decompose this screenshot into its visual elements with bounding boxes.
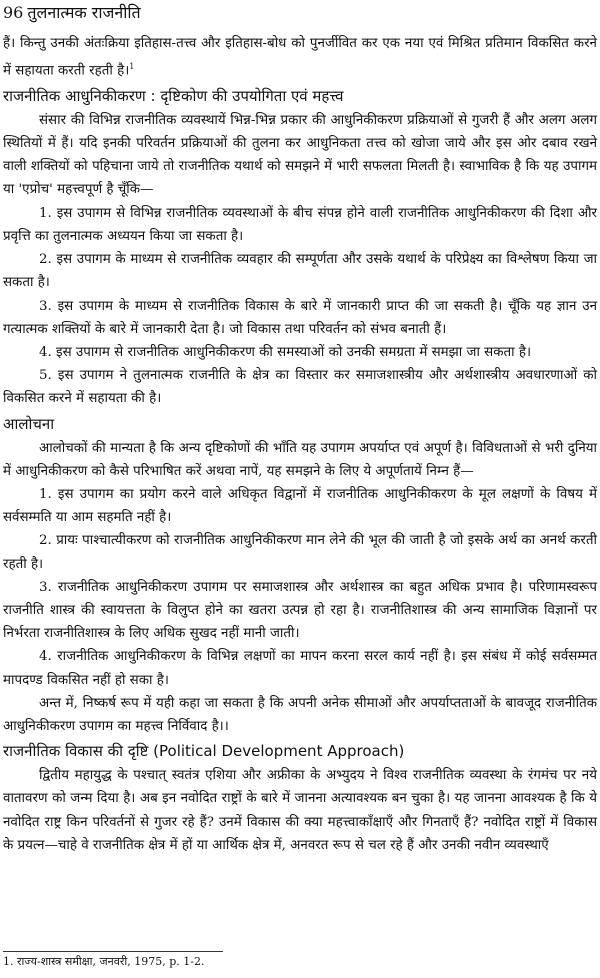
section-paragraph: संसार की विभिन्न राजनीतिक व्यवस्थायें भिन्न-भिन्न प्रकार की आधुनिकीकरण प्रक्रियाओं से गुजरी हैं और अलग अलग स्थितियों में हैं। यदि इनकी परिवर्तन प्रक्रियाओं की तुलना कर आधुनिकता तत्त्व को खोजा जाये और इस ओर दबाव रखने वाली शक्तियों को पहिचाना जाये तो राजनीतिक यथार्थ को समझने में भारी सफलता मिलती है। स्वाभाविक है कि यह उपागम या 'एप्रोच' महत्त्वपूर्ण है चूँकि— xyxy=(3,112,597,198)
intro-paragraph xyxy=(3,32,597,83)
running-title: तुलनात्मक राजनीति xyxy=(27,3,141,22)
section-heading-modernization: राजनीतिक आधुनिकीकरण : दृष्टिकोण की उपयोगिता एवं महत्त्व xyxy=(3,86,344,105)
intro-text: हैं। किन्तु उनकी अंतःक्रिया इतिहास-तत्त्व और इतिहास-बोध को पुनर्जीवित कर एक नया एवं मिश्रित प्रतिमान विकसित करने में सहायता करती रहती है। xyxy=(3,36,597,79)
section-paragraph: द्वितीय महायुद्ध के पश्चात् स्वतंत्र एशिया और अफ्रीका के अभ्युदय ने विश्व राजनीतिक व्यवस्था के रंगमंच पर नये वातावरण को जन्म दिया है। अब इन नवोदित राष्ट्रों के बारे में जानना अत्यावश्यक बन चुका है। यह जानना आवश्यक है कि ये नवोदित राष्ट्र किन परिवर्तनों से गुजर रहे हैं? उनमें विकास की क्या महत्त्वाकाँक्षाएँ और गिनताएँ हैं? नवोदित राष्ट्रों में विकास के प्रयत्न—चाहे वे राजनीतिक क्षेत्र में हों या आर्थिक क्षेत्र में, अनवरत रूप से चल रहे हैं और उनकी नवीन व्यवस्थाएँ xyxy=(3,768,597,853)
section-paragraph: आलोचकों की मान्यता है कि अन्य दृष्टिकोणों की भाँति यह उपागम अपर्याप्त एवं अपूर्ण है। विविधताओं से भरी दुनिया में आधुनिकीकरण को कैसे परिभाषित करें अथवा नापें, यह समझने के लिए ये अपूर्णतायें निम्न हैं— xyxy=(3,440,597,479)
list-item: 4. इस उपागम से राजनीतिक आधुनिकीकरण की समस्याओं को उनकी समग्रता में समझा जा सकता है। xyxy=(39,344,532,360)
section-heading-political-development: राजनीतिक विकास की दृष्टि (Political Development Approach) xyxy=(3,742,405,761)
list-item: 1. इस उपागम से विभिन्न राजनीतिक व्यवस्थाओं के बीच संपन्न होने वाली राजनीतिक आधुनिकीकरण की दिशा और प्रवृत्ति का तुलनात्मक अध्ययन किया जा सकता है। xyxy=(3,205,597,244)
list-item: 4. राजनीतिक आधुनिकीकरण के विभिन्न लक्षणों का मापन करना सरल कार्य नहीं है। इस संबंध में कोई सर्वसम्मत मापदण्ड विकसित नहीं हो सका है। xyxy=(3,649,597,688)
page-header xyxy=(3,3,141,23)
list-item: 2. इस उपागम के माध्यम से राजनीतिक व्यवहार की सम्पूर्णता और उसके यथार्थ के परिप्रेक्ष्य का विश्लेषण किया जा सकता है। xyxy=(3,252,597,291)
footnote-divider xyxy=(3,951,223,952)
list-item: 1. इस उपागम का प्रयोग करने वाले अधिकृत विद्वानों में राजनीतिक आधुनिकीकरण के मूल लक्षणों के विषय में सर्वसम्मति या आम सहमति नहीं है। xyxy=(3,486,597,526)
list-item: 3. इस उपागम के माध्यम से राजनीतिक विकास के बारे में जानकारी प्राप्त की जा सकती है। चूँकि यह ज्ञान उन गत्यात्मक शक्तियों के बारे में जानकारी देता है। जो विकास तथा परिवर्तन को संभव बनाती हैं। xyxy=(3,298,597,337)
list-item: 5. इस उपागम ने तुलनात्मक राजनीति के क्षेत्र का विस्तार कर समाजशास्त्रीय और अर्थशास्त्रीय अवधारणाओं को विकसित करने में सहायता की है। xyxy=(3,368,597,407)
list-item: 2. प्रायः पाश्चात्यीकरण को राजनीतिक आधुनिकीकरण मान लेने की भूल की जाती है जो इसके अर्थ का अनर्थ करती रहती है। xyxy=(3,533,597,572)
conclusion-paragraph: अन्त में, निष्कर्ष रूप में यही कहा जा सकता है कि अपनी अनेक सीमाओं और अपर्याप्तताओं के बावजूद राजनीतिक आधुनिकीकरण उपागम का महत्त्व निर्विवाद है।। xyxy=(3,695,597,734)
footnote-ref: 1 xyxy=(129,62,135,72)
list-item: 3. राजनीतिक आधुनिकीकरण उपागम पर समाजशास्त्र और अर्थशास्त्र का बहुत अधिक प्रभाव है। परिणामस्वरूप राजनीति शास्त्र की स्वायत्तता के विलुप्त होने का खतरा उत्पन्न हो रहा है। राजनीतिशास्त्र की अन्य सामाजिक विज्ञानों पर निर्भरता राजनीतिशास्त्र के लिए अधिक सुखद नहीं मानी जाती। xyxy=(3,579,597,642)
section-heading-criticism: आलोचना xyxy=(3,414,55,433)
page-body xyxy=(3,32,597,857)
footnote: 1. राज्य-शास्त्र समीक्षा, जनवरी, 1975, p. 1-2. xyxy=(3,955,205,968)
page-number: 96 xyxy=(3,3,24,22)
